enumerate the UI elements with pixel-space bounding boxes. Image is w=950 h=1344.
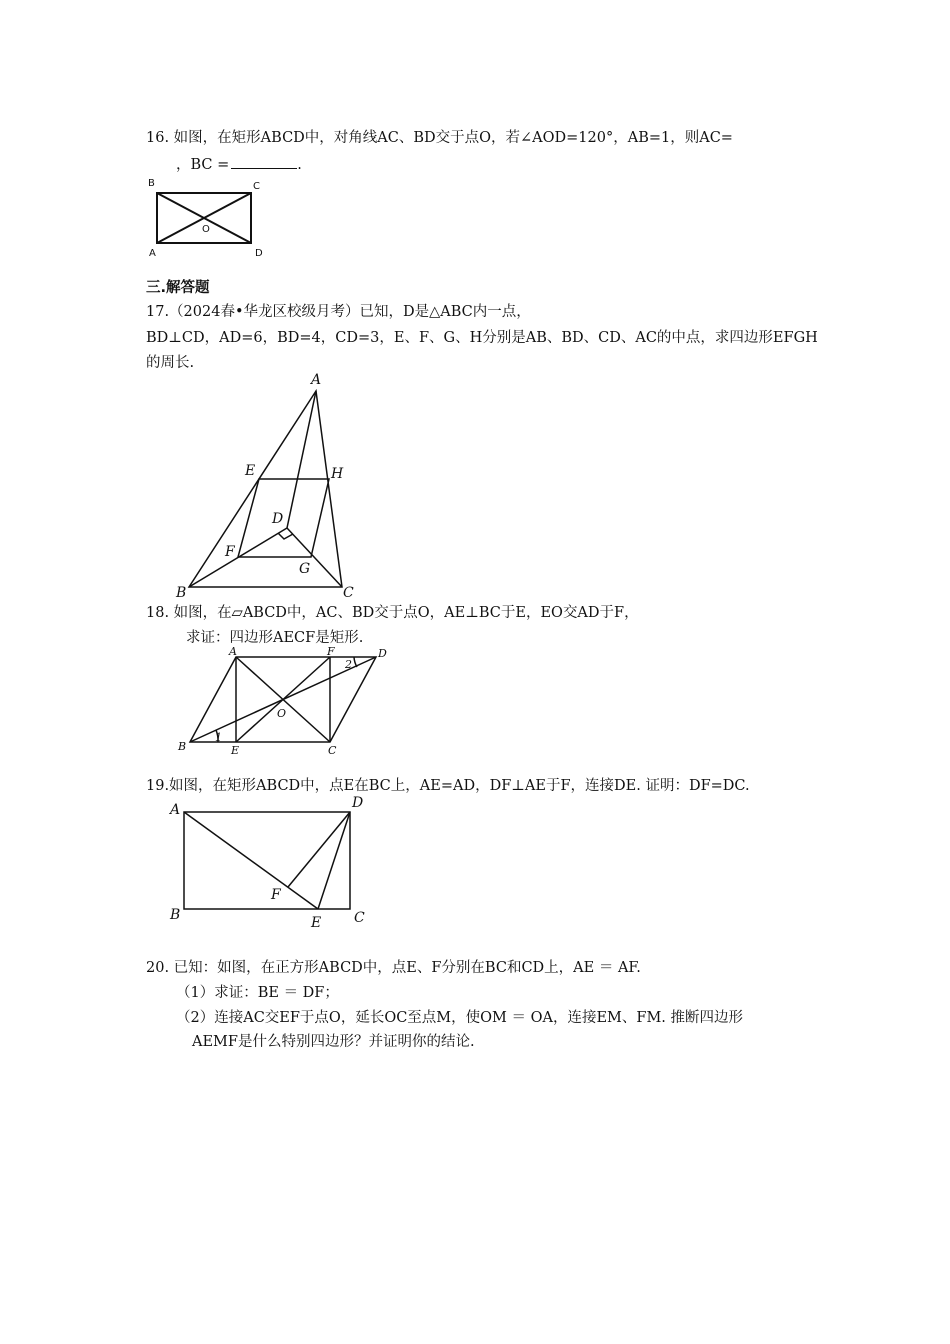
q20-line4: AEMF是什么特别四边形？并证明你的结论. [192, 1034, 475, 1050]
q16-label-a: A [149, 248, 156, 259]
q18-line2: 求证：四边形AECF是矩形. [186, 630, 364, 646]
q18-label-f: F [327, 645, 335, 658]
q16-figure-rectangle [140, 175, 280, 265]
q19-label-e: E [311, 915, 322, 931]
q19-segment-df [288, 812, 350, 887]
q18-label-e: E [231, 744, 240, 757]
q19-label-a: A [170, 802, 181, 818]
q20-line2: （1）求证：BE ＝ DF； [176, 985, 339, 1001]
q17-label-b: B [176, 585, 187, 601]
q16-line1: 16. 如图，在矩形ABCD中，对角线AC、BD交于点O，若∠AOD=120°，AB=1，则AC= [146, 130, 733, 146]
q18-angle-2-arc [354, 657, 357, 667]
q18-label-2: 2 [345, 658, 352, 671]
q17-label-f: F [225, 544, 235, 560]
q19-label-d: D [352, 795, 364, 811]
q19-segment-de [318, 812, 350, 909]
q16-bc-prefix: ，BC = [176, 157, 230, 173]
q19-line1: 19.如图，在矩形ABCD中，点E在BC上，AE=AD，DF⊥AE于F，连接DE. 证明：DF=DC. [146, 778, 750, 794]
q17-label-c: C [343, 585, 354, 601]
q16-label-o: O [202, 224, 210, 235]
q18-label-1: 1 [215, 731, 222, 744]
q18-line1: 18. 如图，在▱ABCD中，AC、BD交于点O，AE⊥BC于E，EO交AD于F， [146, 605, 639, 621]
q16-label-c: C [253, 181, 260, 192]
q17-line3: 的周长. [146, 355, 195, 371]
q19-rect-abcd [184, 812, 350, 909]
q17-segment-ad [287, 391, 316, 528]
q18-label-b: B [178, 740, 187, 753]
q19-segment-ae [184, 812, 318, 909]
q17-line1: 17.（2024春•华龙区校级月考）已知，D是△ABC内一点， [146, 304, 531, 320]
q20-line1: 20. 已知：如图，在正方形ABCD中，点E、F分别在BC和CD上，AE ＝ AF. [146, 960, 641, 976]
q17-line2: BD⊥CD，AD=6，BD=4，CD=3，E、F、G、H分别是AB、BD、CD、AC的中点，求四边形EFGH [146, 330, 818, 346]
q18-label-d: D [378, 647, 387, 660]
q17-right-angle-mark [278, 533, 293, 539]
q18-label-o: O [277, 707, 287, 720]
q19-figure-rectangle [160, 795, 380, 935]
q17-label-e: E [245, 463, 256, 479]
q17-label-d: D [272, 511, 284, 527]
q19-label-f: F [271, 887, 281, 903]
q17-figure-triangle [170, 365, 370, 605]
q16-period: . [297, 157, 302, 173]
q16-line2 [176, 154, 302, 175]
q17-label-h: H [331, 466, 344, 482]
q16-label-d: D [255, 248, 263, 259]
q19-label-b: B [170, 907, 181, 923]
q18-label-c: C [328, 744, 337, 757]
section-title: 三.解答题 [146, 280, 210, 296]
q16-answer-blank [231, 154, 297, 169]
q20-line3: （2）连接AC交EF于点O，延长OC至点M，使OM ＝ OA，连接EM、FM. 推断四边形 [176, 1010, 744, 1026]
q19-label-c: C [354, 910, 365, 926]
q16-label-b: B [148, 178, 155, 189]
q18-label-a: A [229, 645, 237, 658]
q17-label-a: A [311, 372, 322, 388]
q18-figure-parallelogram [170, 645, 400, 760]
q17-label-g: G [299, 561, 311, 577]
